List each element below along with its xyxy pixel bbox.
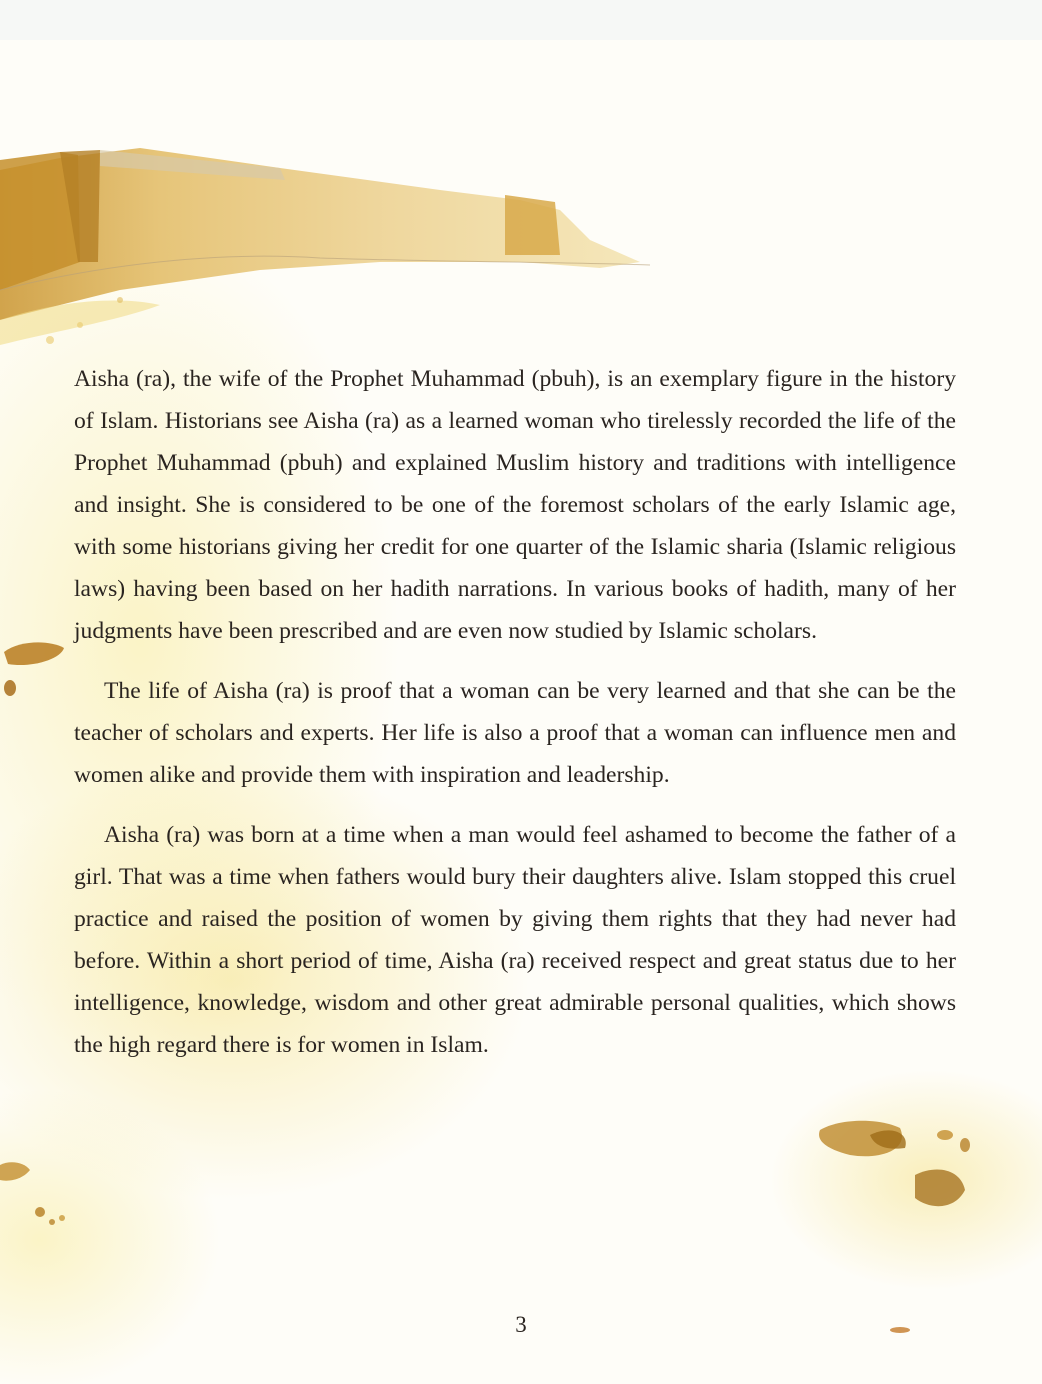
paragraph-intro: Aisha (ra), the wife of the Prophet Muhammad (pbuh), is an exemplary figure in the history of Islam. Historians see Aisha (ra) as a learned woman who tirelessly recorded the life of the Prophet Muhammad (pbuh) and explained Muslim history and traditions with intelligence and insight. She is considered to be one of the foremost scholars of the early Islamic age, with some historians giving her credit for one quarter of the Islamic sharia (Islamic religious laws) having been based on her hadith narrations. In various books of hadith, many of her judgments have been prescribed and are even now studied by Islamic scholars. <box>74 366 956 644</box>
building-illustration <box>0 148 650 345</box>
paragraph-learned-woman: The life of Aisha (ra) is proof that a woman can be very learned and that she can be the teacher of scholars and experts. Her life is also a proof that a woman can influence men and women alike and provide them with inspiration and leadership. <box>74 678 956 788</box>
paragraph-status-of-women: Aisha (ra) was born at a time when a man would feel ashamed to become the father of a girl. That was a time when fathers would bury their daughters alive. Islam stopped this cruel practice and raised the position of women by giving them rights that they had never had before. Within a short period of time, Aisha (ra) received respect and great status due to her intelligence, knowledge, wisdom and other great admirable personal qualities, which shows the high regard there is for women in Islam. <box>74 822 956 1058</box>
sky-wash <box>0 0 1042 40</box>
page-number: 3 <box>515 1312 527 1337</box>
body-text <box>74 358 956 1084</box>
bottom-right-wash <box>770 1070 1042 1290</box>
